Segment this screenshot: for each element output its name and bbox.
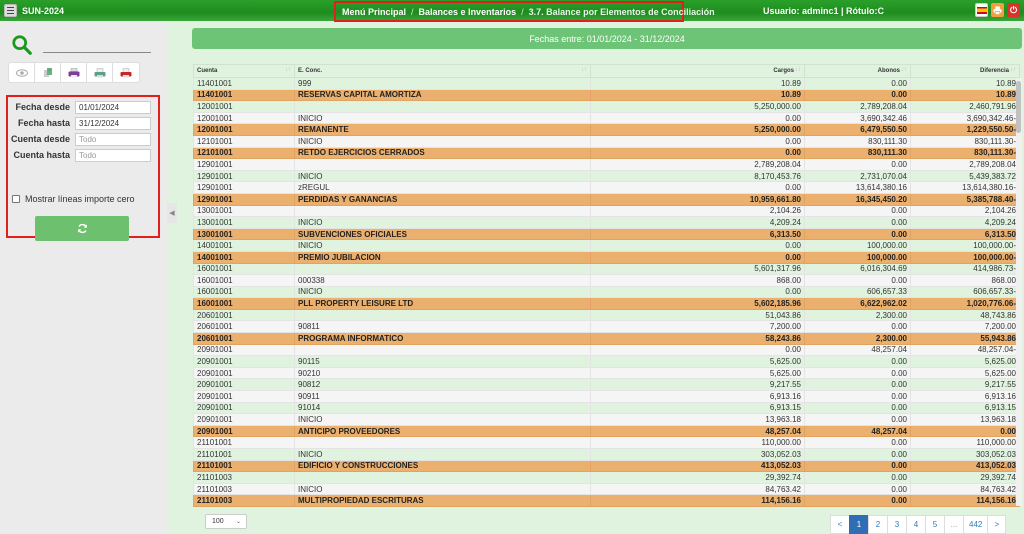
table-row[interactable] [194,344,1020,356]
cell-diferencia: 830,111.30- [911,147,1020,159]
cell-cargos: 0.00 [591,182,805,194]
cell-cargos: 10,959,661.80 [591,193,805,205]
refresh-icon [77,223,88,234]
cell-cargos: 0.00 [591,344,805,356]
filter-panel [6,95,160,238]
pagination-next[interactable]: > [987,515,1006,534]
cell-econc: zREGUL [295,182,591,194]
cell-cargos: 29,392.74 [591,472,805,484]
table-row-total[interactable] [194,251,1020,263]
cell-diferencia: 868.00 [911,275,1020,287]
cell-cargos: 5,250,000.00 [591,124,805,136]
sort-icon[interactable]: ↓↑ [1010,67,1016,73]
cell-diferencia: 100,000.00- [911,240,1020,252]
cell-cuenta: 12901001 [194,193,295,205]
cell-econc: MULTIPROPIEDAD ESCRITURAS [295,495,591,507]
cell-cargos: 0.00 [591,147,805,159]
export-toolbar [8,62,140,83]
table-row[interactable] [194,483,1020,495]
cell-diferencia: 2,460,791.96 [911,101,1020,113]
table-row[interactable] [194,391,1020,403]
table-row-total[interactable] [194,495,1020,507]
pagination-page[interactable]: 5 [925,515,944,534]
cell-cargos: 10.89 [591,89,805,101]
col-header-abonos[interactable]: Abonos ↓↑ [805,65,911,78]
cell-abonos: 16,345,450.20 [805,193,911,205]
table-row-total[interactable] [194,89,1020,101]
cell-cargos: 110,000.00 [591,437,805,449]
cell-cargos: 0.00 [591,112,805,124]
cell-diferencia: 4,209.24 [911,217,1020,229]
pagination [830,515,1006,534]
cell-cargos: 5,625.00 [591,367,805,379]
cell-abonos: 0.00 [805,379,911,391]
app-title: SUN-2024 [22,5,65,16]
breadcrumb-separator: / [411,6,414,17]
cell-diferencia: 9,217.55 [911,379,1020,391]
sort-icon[interactable]: ↓↑ [901,67,907,73]
cell-abonos: 100,000.00 [805,240,911,252]
cell-cargos: 5,625.00 [591,356,805,368]
cell-econc: EDIFICIO Y CONSTRUCCIONES [295,460,591,472]
table-row-total[interactable] [194,298,1020,310]
cell-cuenta: 12001001 [194,101,295,113]
table-row[interactable] [194,112,1020,124]
cell-econc: ANTICIPO PROVEEDORES [295,425,591,437]
cell-econc: PREMIO JUBILACION [295,251,591,263]
cell-cuenta: 12001001 [194,124,295,136]
cell-diferencia: 5,385,788.40- [911,193,1020,205]
table-row[interactable] [194,78,1020,90]
filter-cuenta-desde [8,134,70,144]
cell-cargos: 2,789,208.04 [591,159,805,171]
cell-abonos: 2,731,070.04 [805,170,911,182]
table-row-total[interactable] [194,228,1020,240]
cell-econc: PLL PROPERTY LEISURE LTD [295,298,591,310]
table-row[interactable] [194,263,1020,275]
balance-table-container [193,64,1019,507]
cell-cuenta: 16001001 [194,263,295,275]
cell-cuenta: 13001001 [194,217,295,229]
cell-cargos: 303,052.03 [591,449,805,461]
cell-cargos: 6,913.15 [591,402,805,414]
cell-diferencia: 303,052.03 [911,449,1020,461]
cuenta-desde-label: Cuenta desde [10,134,70,144]
filter-fecha-hasta [8,118,70,128]
cell-diferencia: 10.89 [911,78,1020,90]
cell-abonos: 2,300.00 [805,333,911,345]
table-row[interactable] [194,217,1020,229]
cell-cuenta: 20901001 [194,344,295,356]
table-row[interactable] [194,321,1020,333]
cell-diferencia: 110,000.00 [911,437,1020,449]
cell-cuenta: 21101001 [194,437,295,449]
cell-cuenta: 20901001 [194,391,295,403]
cell-diferencia: 830,111.30- [911,135,1020,147]
cell-cuenta: 16001001 [194,275,295,287]
cell-abonos: 0.00 [805,275,911,287]
cell-cuenta: 11401001 [194,78,295,90]
table-row[interactable] [194,449,1020,461]
cell-diferencia: 114,156.16 [911,495,1020,507]
cell-cargos: 114,156.16 [591,495,805,507]
cell-econc: 90210 [295,367,591,379]
table-row-total[interactable] [194,124,1020,136]
cell-cargos: 58,243.86 [591,333,805,345]
cell-cuenta: 21101001 [194,449,295,461]
cell-abonos: 6,016,304.69 [805,263,911,275]
cell-diferencia: 2,104.26 [911,205,1020,217]
cell-cuenta: 20901001 [194,367,295,379]
search-input[interactable] [43,52,151,53]
table-row[interactable] [194,402,1020,414]
print-icon[interactable] [61,63,87,82]
cell-cuenta: 12101001 [194,147,295,159]
cell-abonos: 0.00 [805,449,911,461]
cell-cargos: 8,170,453.76 [591,170,805,182]
fecha-desde-label: Fecha desde [15,102,70,112]
chevron-down-icon: ⌄ [235,519,241,525]
cell-econc: INICIO [295,414,591,426]
cuenta-hasta-input[interactable] [75,149,151,162]
cell-diferencia: 6,913.15 [911,402,1020,414]
cell-diferencia: 29,392.74 [911,472,1020,484]
eye-icon[interactable] [9,63,35,82]
cell-econc: INICIO [295,112,591,124]
cell-diferencia: 84,763.42 [911,483,1020,495]
cell-diferencia: 2,789,208.04 [911,159,1020,171]
power-icon[interactable]: ⏻ [1007,3,1020,17]
pagination-page[interactable]: 3 [887,515,906,534]
table-row-total[interactable] [194,147,1020,159]
cell-cuenta: 12901001 [194,159,295,171]
table-row[interactable] [194,101,1020,113]
cell-abonos: 2,789,208.04 [805,101,911,113]
cell-cuenta: 20901001 [194,379,295,391]
breadcrumb-current: 3.7. Balance por Elementos de Conciliación [528,6,715,17]
filter-fecha-desde [8,102,70,112]
cell-diferencia: 1,229,550.50- [911,124,1020,136]
cell-diferencia: 48,257.04- [911,344,1020,356]
cell-econc: INICIO [295,286,591,298]
cell-econc: INICIO [295,483,591,495]
show-zero-lines-row [12,194,135,204]
cell-econc: PERDIDAS Y GANANCIAS [295,193,591,205]
breadcrumb-main-menu[interactable]: Menú Principal [342,6,407,17]
table-row[interactable] [194,367,1020,379]
cell-abonos: 0.00 [805,217,911,229]
cell-cargos: 84,763.42 [591,483,805,495]
cell-econc [295,472,591,484]
breadcrumb-separator: / [521,6,524,17]
cell-abonos: 0.00 [805,483,911,495]
cell-abonos: 13,614,380.16 [805,182,911,194]
cell-diferencia: 100,000.00- [911,251,1020,263]
fecha-hasta-input[interactable] [75,117,151,130]
table-scrollbar[interactable] [1016,78,1022,506]
cell-abonos: 48,257.04 [805,425,911,437]
table-row[interactable] [194,240,1020,252]
cell-abonos: 0.00 [805,472,911,484]
pagination-page[interactable]: 1 [849,515,868,534]
cell-abonos: 6,479,550.50 [805,124,911,136]
cell-abonos: 0.00 [805,228,911,240]
sort-icon[interactable]: ↓↑ [285,67,291,73]
col-header-cuenta[interactable]: Cuenta ↓↑ [194,65,295,78]
cell-cargos: 13,963.18 [591,414,805,426]
cell-cargos: 9,217.55 [591,379,805,391]
user-info: Usuario: adminc1 | Rótulo:C [763,6,885,16]
table-row[interactable] [194,159,1020,171]
date-range-banner: Fechas entre: 01/01/2024 - 31/12/2024 [192,28,1022,49]
cell-cargos: 7,200.00 [591,321,805,333]
table-row[interactable] [194,437,1020,449]
cell-abonos: 2,300.00 [805,309,911,321]
cell-econc: 90911 [295,391,591,403]
cell-abonos: 0.00 [805,437,911,449]
cell-econc: RETDO EJERCICIOS CERRADOS [295,147,591,159]
cell-abonos: 0.00 [805,402,911,414]
cell-econc: INICIO [295,217,591,229]
table-row[interactable] [194,472,1020,484]
cell-econc: RESERVAS CAPITAL AMORTIZA [295,89,591,101]
scrollbar-thumb[interactable] [1016,81,1021,133]
top-icons [975,3,1020,17]
cell-cuenta: 13001001 [194,205,295,217]
cell-diferencia: 3,690,342.46- [911,112,1020,124]
collapse-sidebar-button[interactable]: ◀ [167,203,177,223]
cell-cargos: 2,104.26 [591,205,805,217]
refresh-button[interactable] [35,216,129,241]
export-csv-icon[interactable] [87,63,113,82]
balance-table [193,64,1020,507]
cell-econc: 90115 [295,356,591,368]
cell-abonos: 0.00 [805,205,911,217]
show-zero-lines-checkbox[interactable] [12,195,20,203]
cell-abonos: 100,000.00 [805,251,911,263]
cell-cuenta: 14001001 [194,251,295,263]
cell-abonos: 0.00 [805,367,911,379]
cell-cargos: 48,257.04 [591,425,805,437]
cell-econc [295,263,591,275]
cell-abonos: 830,111.30 [805,135,911,147]
table-row[interactable] [194,286,1020,298]
cell-cuenta: 20601001 [194,321,295,333]
export-pdf-icon[interactable] [113,63,139,82]
cell-cuenta: 12001001 [194,112,295,124]
cell-cuenta: 12901001 [194,182,295,194]
cell-abonos: 0.00 [805,391,911,403]
cell-diferencia: 413,052.03 [911,460,1020,472]
cell-cuenta: 21101003 [194,472,295,484]
hamburger-menu-icon[interactable] [4,4,17,17]
cell-econc [295,309,591,321]
cell-econc [295,101,591,113]
cell-abonos: 0.00 [805,460,911,472]
cell-econc: INICIO [295,135,591,147]
breadcrumb [334,1,715,22]
print-icon[interactable] [991,3,1004,17]
cell-cuenta: 13001001 [194,228,295,240]
cell-econc: SUBVENCIONES OFICIALES [295,228,591,240]
cell-cuenta: 16001001 [194,286,295,298]
cell-econc: 90812 [295,379,591,391]
cell-cuenta: 21101003 [194,483,295,495]
cell-abonos: 0.00 [805,321,911,333]
cell-econc [295,437,591,449]
cell-cargos: 413,052.03 [591,460,805,472]
sidebar [0,21,167,534]
cell-cargos: 0.00 [591,240,805,252]
cell-cargos: 4,209.24 [591,217,805,229]
table-row[interactable] [194,275,1020,287]
page-size-select[interactable] [205,514,247,529]
cuenta-desde-input[interactable] [75,133,151,146]
cell-cargos: 6,313.50 [591,228,805,240]
cell-cargos: 51,043.86 [591,309,805,321]
cell-cuenta: 21101001 [194,460,295,472]
search-icon[interactable] [11,34,33,56]
cell-cuenta: 16001001 [194,298,295,310]
table-row[interactable] [194,182,1020,194]
cell-abonos: 0.00 [805,414,911,426]
fecha-desde-input[interactable] [75,101,151,114]
table-row[interactable] [194,379,1020,391]
cell-diferencia: 6,313.50 [911,228,1020,240]
pagination-page[interactable]: 4 [906,515,925,534]
table-row[interactable] [194,356,1020,368]
cell-cuenta: 12901001 [194,170,295,182]
cell-diferencia: 13,614,380.16- [911,182,1020,194]
table-row-total[interactable] [194,460,1020,472]
cell-abonos: 0.00 [805,356,911,368]
cell-abonos: 3,690,342.46 [805,112,911,124]
cell-cargos: 0.00 [591,286,805,298]
cuenta-hasta-label: Cuenta hasta [13,150,70,160]
filter-cuenta-hasta [8,150,70,160]
table-row-total[interactable] [194,333,1020,345]
cell-cargos: 5,602,185.96 [591,298,805,310]
cell-diferencia: 5,625.00 [911,367,1020,379]
breadcrumb-balances[interactable]: Balances e Inventarios [418,6,517,17]
cell-abonos: 6,622,962.02 [805,298,911,310]
col-header-cargos[interactable]: Cargos ↓↑ [591,65,805,78]
cell-diferencia: 48,743.86 [911,309,1020,321]
show-zero-lines-label[interactable]: Mostrar líneas importe cero [25,194,135,204]
cell-cargos: 0.00 [591,135,805,147]
cell-econc: INICIO [295,240,591,252]
table-row-total[interactable] [194,425,1020,437]
cell-cargos: 6,913.16 [591,391,805,403]
cell-cuenta: 14001001 [194,240,295,252]
export-excel-icon[interactable] [35,63,61,82]
cell-abonos: 0.00 [805,78,911,90]
cell-abonos: 830,111.30 [805,147,911,159]
table-row-total[interactable] [194,193,1020,205]
table-row[interactable] [194,414,1020,426]
cell-cargos: 5,250,000.00 [591,101,805,113]
pagination-page[interactable]: 442 [963,515,987,534]
cell-diferencia: 6,913.16 [911,391,1020,403]
cell-diferencia: 7,200.00 [911,321,1020,333]
cell-diferencia: 414,986.73- [911,263,1020,275]
cell-cuenta: 21101003 [194,495,295,507]
cell-cuenta: 20901001 [194,414,295,426]
table-body [194,78,1020,507]
cell-econc: 999 [295,78,591,90]
cell-diferencia: 606,657.33- [911,286,1020,298]
cell-econc: PROGRAMA INFORMATICO [295,333,591,345]
cell-diferencia: 10.89 [911,89,1020,101]
cell-cuenta: 11401001 [194,89,295,101]
cell-abonos: 0.00 [805,89,911,101]
cell-diferencia: 5,625.00 [911,356,1020,368]
page-size-value: 100 [212,518,224,525]
cell-econc: INICIO [295,170,591,182]
cell-diferencia: 13,963.18 [911,414,1020,426]
sort-icon[interactable]: ↓↑ [581,67,587,73]
cell-econc [295,344,591,356]
fecha-hasta-label: Fecha hasta [17,118,70,128]
cell-abonos: 48,257.04 [805,344,911,356]
cell-econc [295,205,591,217]
cell-cargos: 10.89 [591,78,805,90]
pagination-prev[interactable]: < [830,515,849,534]
cell-econc: 91014 [295,402,591,414]
cell-abonos: 606,657.33 [805,286,911,298]
table-row[interactable] [194,170,1020,182]
cell-cuenta: 20901001 [194,402,295,414]
cell-diferencia: 0.00 [911,425,1020,437]
table-header-row [194,65,1020,78]
cell-cuenta: 20601001 [194,309,295,321]
cell-cargos: 0.00 [591,251,805,263]
cell-abonos: 0.00 [805,159,911,171]
cell-econc: 000338 [295,275,591,287]
cell-abonos: 0.00 [805,495,911,507]
cell-cargos: 868.00 [591,275,805,287]
table-row[interactable] [194,205,1020,217]
sort-icon[interactable]: ↓↑ [795,67,801,73]
pagination-page[interactable]: 2 [868,515,887,534]
cell-econc [295,159,591,171]
cell-cargos: 5,601,317.96 [591,263,805,275]
table-row[interactable] [194,135,1020,147]
cell-diferencia: 1,020,776.06- [911,298,1020,310]
cell-econc: 90811 [295,321,591,333]
cell-cuenta: 20601001 [194,333,295,345]
cell-diferencia: 5,439,383.72 [911,170,1020,182]
col-header-econc[interactable]: E. Conc. ↓↑ [295,65,591,78]
cell-econc: REMANENTE [295,124,591,136]
pagination-ellipsis: ... [944,515,963,534]
cell-cuenta: 20901001 [194,356,295,368]
spain-flag-icon[interactable] [975,3,988,17]
cell-cuenta: 20901001 [194,425,295,437]
cell-cuenta: 12101001 [194,135,295,147]
cell-diferencia: 55,943.86 [911,333,1020,345]
col-header-diferencia[interactable]: Diferencia ↓↑ [911,65,1020,78]
cell-econc: INICIO [295,449,591,461]
table-row[interactable] [194,309,1020,321]
